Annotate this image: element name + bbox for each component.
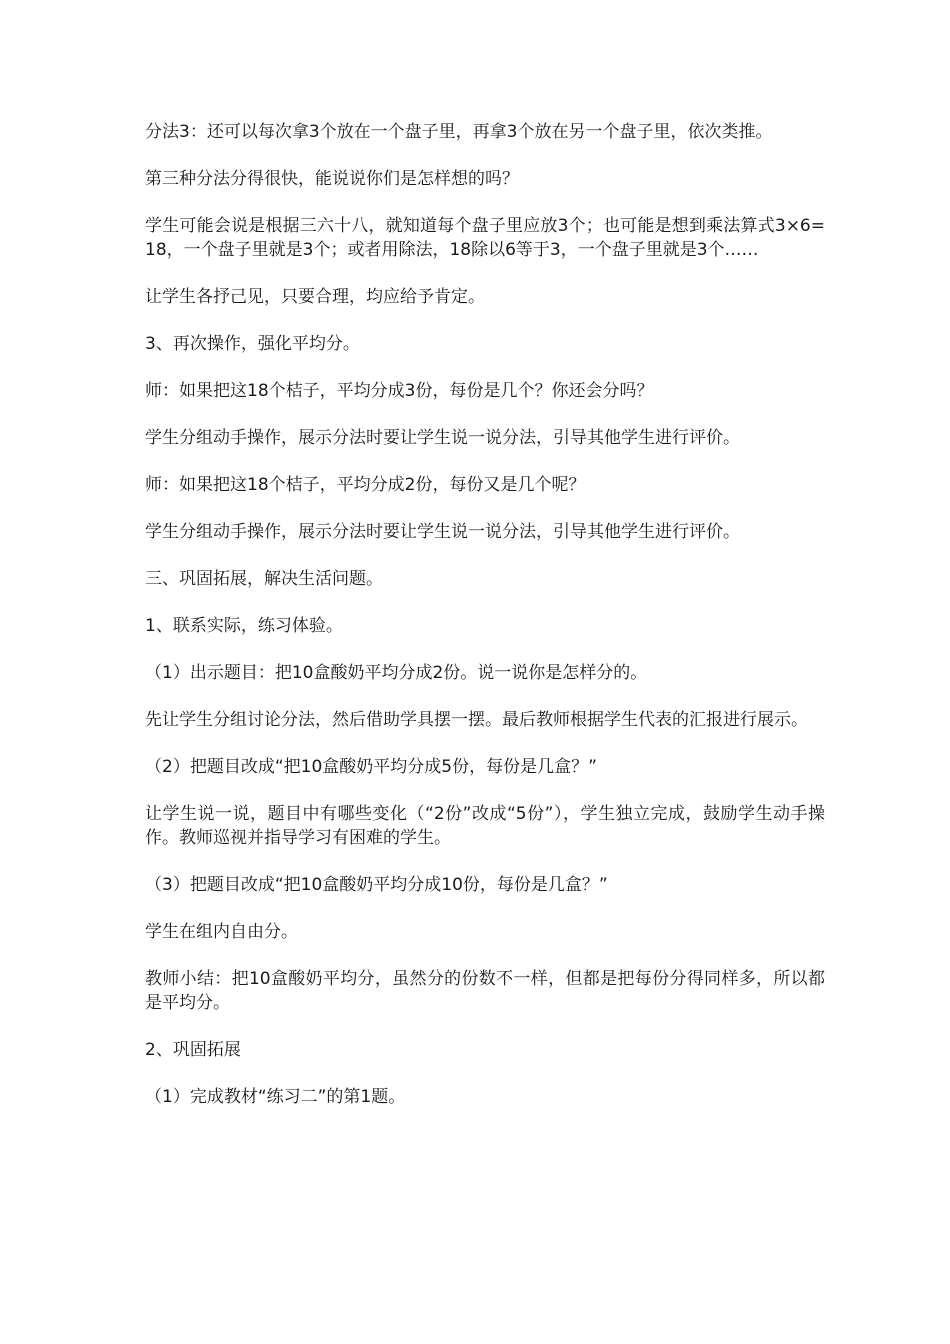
document-page bbox=[145, 120, 825, 1132]
paragraph: 第三种分法分得很快，能说说你们是怎样想的吗？ bbox=[145, 169, 519, 189]
paragraph: 学生分组动手操作，展示分法时要让学生说一说分法，引导其他学生进行评价。 bbox=[145, 522, 740, 542]
paragraph: 学生在组内自由分。 bbox=[145, 922, 298, 942]
paragraph: （1）出示题目：把10盒酸奶平均分成2份。说一说你是怎样分的。 bbox=[145, 663, 648, 683]
section-heading: 2、巩固拓展 bbox=[145, 1040, 241, 1060]
paragraph: 师：如果把这18个桔子，平均分成3份，每份是几个？你还会分吗？ bbox=[145, 381, 654, 401]
paragraph: 让学生各抒己见，只要合理，均应给予肯定。 bbox=[145, 287, 485, 307]
paragraph: 学生可能会说是根据三六十八，就知道每个盘子里应放3个；也可能是想到乘法算式3×6=18，一个盘子里就是3个；或者用除法，18除以6等于3，一个盘子里就是3个…… bbox=[145, 216, 825, 260]
paragraph: （1）完成教材“练习二”的第1题。 bbox=[145, 1087, 406, 1107]
paragraph: 教师小结：把10盒酸奶平均分，虽然分的份数不一样，但都是把每份分得同样多，所以都是平均分。 bbox=[145, 969, 825, 1013]
section-heading: 3、再次操作，强化平均分。 bbox=[145, 334, 360, 354]
section-heading: 1、联系实际，练习体验。 bbox=[145, 616, 343, 636]
paragraph: 先让学生分组讨论分法，然后借助学具摆一摆。最后教师根据学生代表的汇报进行展示。 bbox=[145, 710, 808, 730]
paragraph: 分法3：还可以每次拿3个放在一个盘子里，再拿3个放在另一个盘子里，依次类推。 bbox=[145, 122, 773, 142]
paragraph: （3）把题目改成“把10盒酸奶平均分成10份，每份是几盒？” bbox=[145, 875, 608, 895]
paragraph: 让学生说一说，题目中有哪些变化（“2份”改成“5份”），学生独立完成，鼓励学生动手操作。教师巡视并指导学习有困难的学生。 bbox=[145, 804, 825, 848]
section-heading: 三、巩固拓展，解决生活问题。 bbox=[145, 569, 383, 589]
paragraph: （2）把题目改成“把10盒酸奶平均分成5份，每份是几盒？” bbox=[145, 757, 597, 777]
paragraph: 学生分组动手操作，展示分法时要让学生说一说分法，引导其他学生进行评价。 bbox=[145, 428, 740, 448]
paragraph: 师：如果把这18个桔子，平均分成2份，每份又是几个呢？ bbox=[145, 475, 586, 495]
